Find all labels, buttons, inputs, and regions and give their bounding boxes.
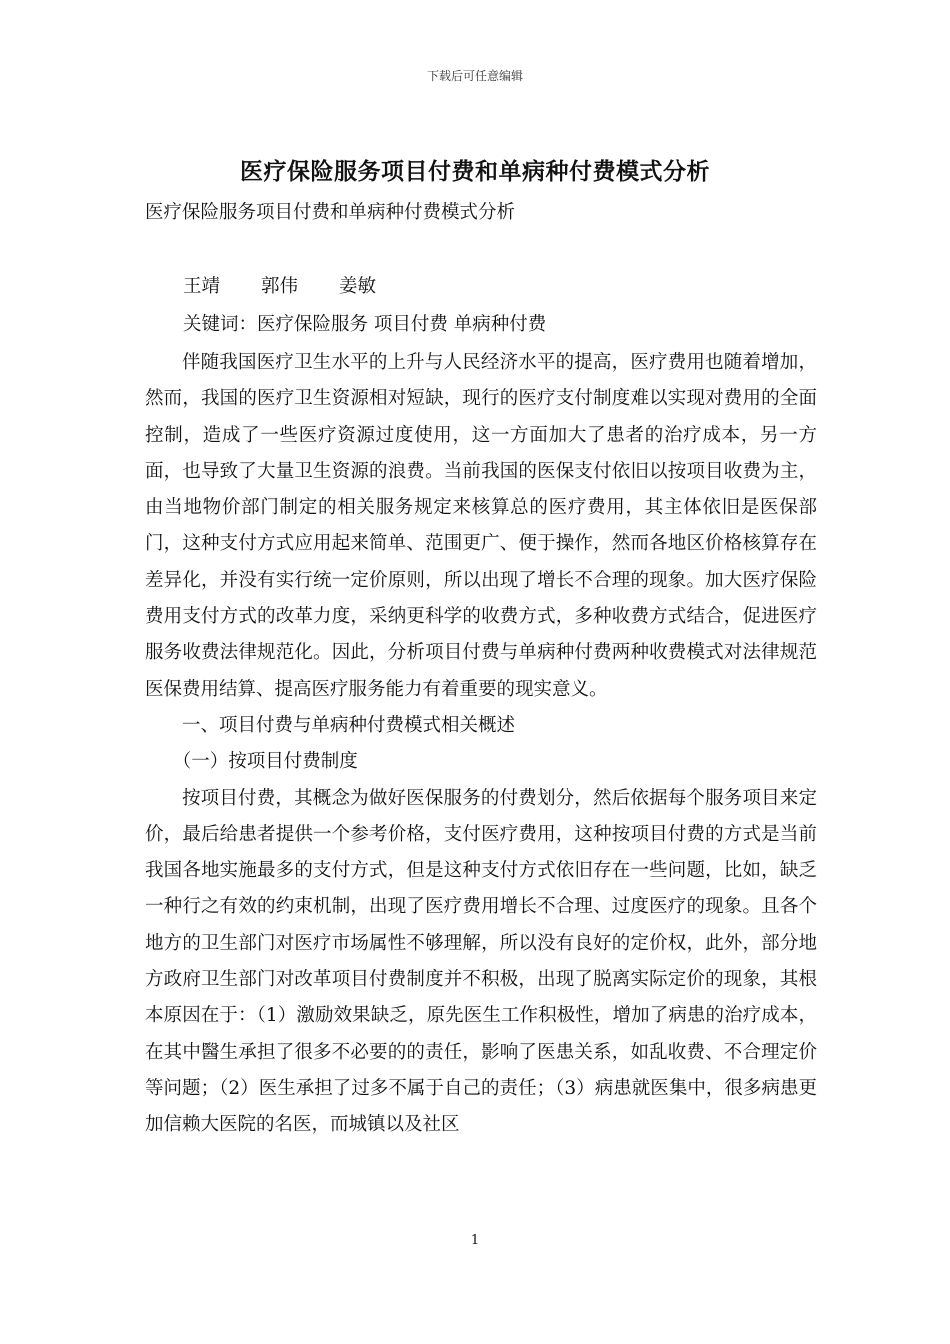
subsection-heading: （一）按项目付费制度 [172, 751, 358, 773]
section-paragraph: 按项目付费，其概念为做好医保服务的付费划分，然后依据每个服务项目来定价，最后给患者提供一个参考价格，支付医疗费用，这种按项目付费的方式是当前我国各地实施最多的支付方式，但是这种支付方式依旧存在一些问题，比如，缺乏一种行之有效的约束机制，出现了医疗费用增长不合理、过度医疗的现象。且各个地方的卫生部门对医疗市场属性不够理解，所以没有良好的定价权，此外，部分地方政府卫生部门对改革项目付费制度并不积极，出现了脱离实际定价的现象，其根本原因在于：（1）激励效果缺乏，原先医生工作积极性，增加了病患的治疗成本，在其中醫生承担了很多不必要的的责任，影响了医患关系，如乱收费、不合理定价等问题；（2）医生承担了过多不属于自己的责任；（3）病患就医集中，很多病患更加信赖大医院的名医，而城镇以及社区 [145, 787, 817, 1136]
author-list [183, 272, 376, 302]
document-body [145, 345, 817, 1144]
document-subtitle: 医疗保险服务项目付费和单病种付费模式分析 [145, 202, 516, 223]
page-number: 1 [470, 1233, 480, 1248]
section-heading: 一、项目付费与单病种付费模式相关概述 [182, 714, 516, 736]
intro-paragraph: 伴随我国医疗卫生水平的上升与人民经济水平的提高，医疗费用也随着增加，然而，我国的医疗卫生资源相对短缺，现行的医疗支付制度难以实现对费用的全面控制，造成了一些医疗资源过度使用，这一方面加大了患者的治疗成本，另一方面，也导致了大量卫生资源的浪费。当前我国的医保支付依旧以按项目收费为主，由当地物价部门制定的相关服务规定来核算总的医疗费用，其主体依旧是医保部门，这种支付方式应用起来简单、范围更广、便于操作，然而各地区价格核算存在差异化，并没有实行统一定价原则，所以出现了增长不合理的现象。加大医疗保险费用支付方式的改革力度，采纳更科学的收费方式，多种收费方式结合，促进医疗服务收费法律规范化。因此，分析项目付费与单病种付费两种收费模式对法律规范医保费用结算、提高医疗服务能力有着重要的现实意义。 [145, 352, 817, 700]
keywords-line: 关键词：医疗保险服务 项目付费 单病种付费 [183, 314, 547, 335]
author-name: 姜敏 [339, 276, 377, 297]
author-name: 郭伟 [261, 276, 299, 297]
author-name: 王靖 [183, 276, 221, 297]
header-note: 下载后可任意编辑 [426, 69, 523, 83]
document-title: 医疗保险服务项目付费和单病种付费模式分析 [240, 158, 710, 185]
